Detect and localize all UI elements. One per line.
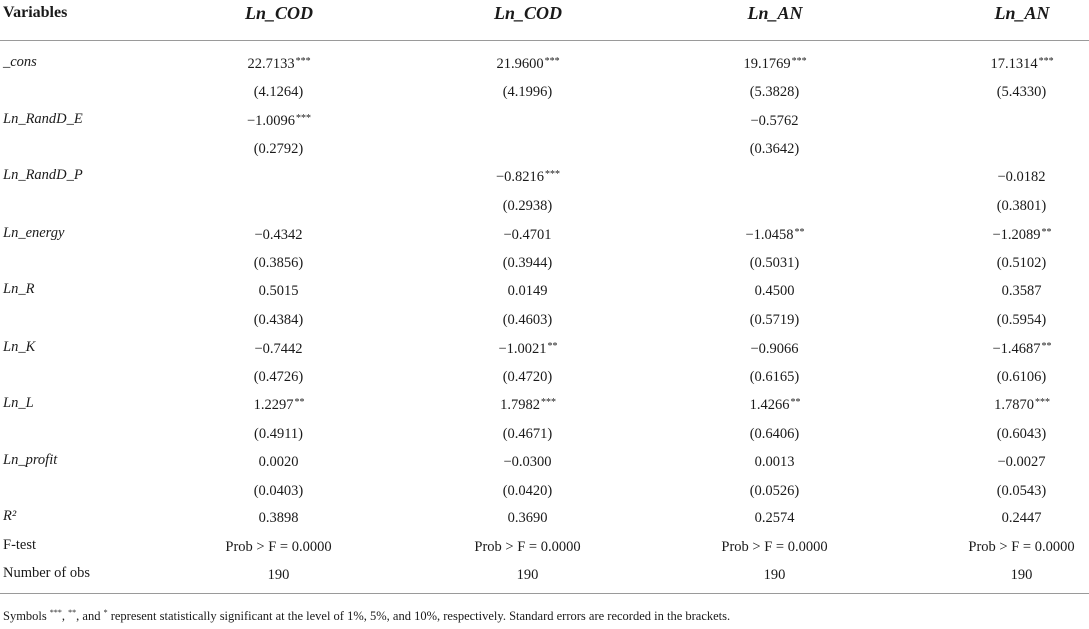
table-cell xyxy=(992,333,1051,361)
row-label: Ln_R xyxy=(3,281,35,297)
cell-value: 190 xyxy=(763,567,786,583)
significance-stars: *** xyxy=(296,113,312,124)
note-sym-1: *** xyxy=(49,608,62,617)
table-cell xyxy=(997,161,1046,189)
table-cell xyxy=(775,190,776,218)
table-cell xyxy=(503,190,554,218)
cell-value: (0.0543) xyxy=(996,483,1047,499)
table-cell xyxy=(254,219,303,247)
table-cell xyxy=(259,275,300,303)
bottom-rule xyxy=(0,593,1089,594)
cell-value: 0.0020 xyxy=(258,454,299,470)
table-cell xyxy=(755,275,796,303)
table-cell xyxy=(1002,275,1043,303)
table-cell xyxy=(508,502,549,530)
row-label: Number of obs xyxy=(3,565,90,581)
cell-value: (0.5102) xyxy=(996,255,1047,271)
cell-value: 0.0013 xyxy=(754,454,795,470)
table-cell xyxy=(254,133,305,161)
cell-value: (4.1996) xyxy=(502,84,553,100)
table-cell xyxy=(750,304,801,332)
cell-value: (0.5031) xyxy=(749,255,800,271)
table-cell xyxy=(1002,502,1043,530)
cell-value: (0.0403) xyxy=(253,483,304,499)
row-label: Ln_profit xyxy=(3,452,58,468)
table-cell xyxy=(254,247,305,275)
table-row xyxy=(0,48,1089,76)
table-cell xyxy=(745,219,804,247)
table-cell xyxy=(743,48,806,76)
table-cell xyxy=(1022,105,1023,133)
table-cell xyxy=(992,219,1051,247)
table-cell xyxy=(517,559,540,587)
table-cell xyxy=(997,304,1048,332)
significance-stars: ** xyxy=(790,397,801,408)
cell-value: 0.3587 xyxy=(1001,283,1042,299)
cell-value: Prob > F = 0.0000 xyxy=(474,539,581,555)
significance-stars: *** xyxy=(1038,56,1054,67)
cell-value: (0.5954) xyxy=(996,312,1047,328)
table-cell xyxy=(750,389,801,417)
cell-value: 0.4500 xyxy=(754,283,795,299)
header-rule xyxy=(0,40,1089,41)
significance-stars: ** xyxy=(1041,227,1052,238)
table-cell xyxy=(750,333,799,361)
cell-value: Prob > F = 0.0000 xyxy=(721,539,828,555)
cell-value: Prob > F = 0.0000 xyxy=(225,539,332,555)
cell-value: 17.1314 xyxy=(990,56,1038,72)
cell-value: (0.0420) xyxy=(502,483,553,499)
table-cell xyxy=(528,105,529,133)
table-row xyxy=(0,475,1089,503)
header-col-3: Ln_AN xyxy=(747,3,803,23)
cell-value: −0.0027 xyxy=(997,454,1046,470)
cell-value: (0.4720) xyxy=(502,369,553,385)
cell-value: (0.3944) xyxy=(502,255,553,271)
table-cell xyxy=(225,531,332,559)
table-cell xyxy=(254,361,305,389)
significance-stars: ** xyxy=(547,341,558,352)
table-row xyxy=(0,219,1089,247)
cell-value: −0.0300 xyxy=(503,454,552,470)
table-cell xyxy=(750,133,801,161)
table-cell xyxy=(254,333,303,361)
cell-value: 0.5015 xyxy=(258,283,299,299)
table-cell xyxy=(994,389,1050,417)
cell-value: (0.6043) xyxy=(996,426,1047,442)
table-header xyxy=(0,0,1089,40)
table-cell xyxy=(997,361,1048,389)
table-cell xyxy=(503,446,552,474)
table-row xyxy=(0,361,1089,389)
table-cell xyxy=(997,475,1048,503)
table-cell xyxy=(474,531,581,559)
row-label: Ln_RandD_E xyxy=(3,111,83,127)
cell-value: (0.6106) xyxy=(996,369,1047,385)
row-label: Ln_K xyxy=(3,339,36,355)
header-col-2: Ln_COD xyxy=(493,3,563,23)
cell-value: (0.4671) xyxy=(502,426,553,442)
cell-value: 0.2574 xyxy=(754,510,795,526)
table-cell xyxy=(500,389,556,417)
table-cell xyxy=(750,76,801,104)
table-cell xyxy=(254,418,304,446)
cell-value: (0.3642) xyxy=(749,141,800,157)
note-prefix: Symbols xyxy=(3,609,50,624)
table-row xyxy=(0,190,1089,218)
table-cell xyxy=(268,559,291,587)
cell-value: (5.4330) xyxy=(996,84,1047,100)
cell-value: 190 xyxy=(516,567,539,583)
cell-value: (5.3828) xyxy=(749,84,800,100)
header-variables: Variables xyxy=(3,4,68,21)
row-label: Ln_L xyxy=(3,395,34,411)
row-label: Ln_RandD_P xyxy=(3,167,83,183)
cell-value: −1.4687 xyxy=(992,341,1041,357)
table-row xyxy=(0,559,1089,587)
table-cell xyxy=(528,133,529,161)
row-label: _cons xyxy=(3,54,37,70)
table-cell xyxy=(997,76,1048,104)
significance-stars: *** xyxy=(295,56,311,67)
cell-value: 21.9600 xyxy=(496,56,544,72)
cell-value: (0.0526) xyxy=(749,483,800,499)
table-cell xyxy=(247,105,311,133)
cell-value: 1.2297 xyxy=(253,397,294,413)
significance-stars: ** xyxy=(1041,341,1052,352)
table-cell xyxy=(503,304,554,332)
table-row xyxy=(0,247,1089,275)
table-cell xyxy=(1022,133,1023,161)
header-col-1: Ln_COD xyxy=(244,3,314,23)
significance-stars: *** xyxy=(544,56,560,67)
table-cell xyxy=(997,190,1048,218)
table-row xyxy=(0,275,1089,303)
cell-value: (0.6406) xyxy=(749,426,800,442)
table-row xyxy=(0,333,1089,361)
table-cell xyxy=(997,446,1046,474)
table-cell xyxy=(279,190,280,218)
table-cell xyxy=(503,247,554,275)
cell-value: −1.0021 xyxy=(498,341,547,357)
table-row xyxy=(0,531,1089,559)
note-sym-3: * xyxy=(103,608,108,617)
table-cell xyxy=(503,418,554,446)
cell-value: 19.1769 xyxy=(743,56,791,72)
cell-value: 22.7133 xyxy=(247,56,295,72)
table-row xyxy=(0,76,1089,104)
table-row xyxy=(0,304,1089,332)
cell-value: −0.0182 xyxy=(997,169,1046,185)
cell-value: −1.0458 xyxy=(745,227,794,243)
table-cell xyxy=(503,475,554,503)
table-cell xyxy=(764,559,787,587)
table-cell xyxy=(254,475,305,503)
table-cell xyxy=(1011,559,1034,587)
cell-value: −0.8216 xyxy=(495,169,545,185)
cell-value: Prob > F = 0.0000 xyxy=(968,539,1075,555)
row-label: Ln_energy xyxy=(3,225,65,241)
significance-stars: ** xyxy=(794,227,805,238)
table-cell xyxy=(997,247,1048,275)
note-sym-2: ** xyxy=(68,608,77,617)
note-suffix: represent statistically significant at the level of 1%, 5%, and 10%, respectively. Standard errors are recorded in the brackets. xyxy=(107,609,731,624)
table-cell xyxy=(968,531,1075,559)
cell-value: 190 xyxy=(1010,567,1033,583)
table-row xyxy=(0,446,1089,474)
cell-value: (0.4384) xyxy=(253,312,304,328)
table-cell xyxy=(254,304,305,332)
table-cell xyxy=(755,446,796,474)
table-cell xyxy=(496,161,560,189)
cell-value: (0.6165) xyxy=(749,369,800,385)
significance-stars: *** xyxy=(545,169,561,180)
table-cell xyxy=(775,161,776,189)
cell-value: (0.4603) xyxy=(502,312,553,328)
note-sep-2: , and xyxy=(76,609,104,624)
table-cell xyxy=(750,418,801,446)
table-cell xyxy=(750,475,801,503)
cell-value: 190 xyxy=(267,567,290,583)
cell-value: 1.7870 xyxy=(994,397,1034,413)
table-row xyxy=(0,502,1089,530)
cell-value: (0.3856) xyxy=(253,255,304,271)
table-cell xyxy=(997,418,1048,446)
cell-value: −0.4342 xyxy=(254,227,303,243)
cell-value: (0.2792) xyxy=(253,141,304,157)
cell-value: 0.0149 xyxy=(507,283,548,299)
significance-stars: *** xyxy=(1034,397,1050,408)
table-row xyxy=(0,418,1089,446)
significance-stars: *** xyxy=(540,397,556,408)
significance-stars: ** xyxy=(294,397,305,408)
table-note xyxy=(3,608,730,624)
cell-value: −1.2089 xyxy=(992,227,1041,243)
table-cell xyxy=(750,361,801,389)
table-row xyxy=(0,389,1089,417)
row-label: R² xyxy=(3,508,17,524)
cell-value: (0.3801) xyxy=(996,198,1047,214)
cell-value: 1.7982 xyxy=(500,397,540,413)
cell-value: −0.4701 xyxy=(503,227,552,243)
table-cell xyxy=(247,48,310,76)
table-cell xyxy=(750,105,799,133)
cell-value: (0.5719) xyxy=(749,312,800,328)
cell-value: −1.0096 xyxy=(246,113,296,129)
header-col-4: Ln_AN xyxy=(994,3,1050,23)
cell-value: (0.2938) xyxy=(502,198,553,214)
table-row xyxy=(0,133,1089,161)
table-cell xyxy=(503,76,554,104)
table-cell xyxy=(750,247,801,275)
table-cell xyxy=(259,446,300,474)
table-row xyxy=(0,161,1089,189)
table-cell xyxy=(279,161,280,189)
cell-value: 0.2447 xyxy=(1001,510,1042,526)
cell-value: −0.5762 xyxy=(750,113,799,129)
cell-value: 0.3898 xyxy=(258,510,299,526)
cell-value: (0.4911) xyxy=(254,426,303,442)
table-row xyxy=(0,105,1089,133)
table-cell xyxy=(254,389,305,417)
table-cell xyxy=(254,76,305,104)
table-cell xyxy=(259,502,300,530)
cell-value: −0.7442 xyxy=(254,341,303,357)
note-sep-1: , xyxy=(61,609,69,624)
cell-value: 1.4266 xyxy=(749,397,790,413)
row-label: F-test xyxy=(3,537,37,553)
cell-value: −0.9066 xyxy=(750,341,799,357)
table-cell xyxy=(755,502,796,530)
table-cell xyxy=(721,531,828,559)
table-cell xyxy=(496,48,559,76)
table-cell xyxy=(498,333,557,361)
significance-stars: *** xyxy=(791,56,807,67)
cell-value: 0.3690 xyxy=(507,510,548,526)
table-cell xyxy=(503,219,552,247)
cell-value: (4.1264) xyxy=(253,84,304,100)
table-cell xyxy=(503,361,554,389)
table-cell xyxy=(990,48,1053,76)
cell-value: (0.4726) xyxy=(253,369,304,385)
table-cell xyxy=(508,275,549,303)
